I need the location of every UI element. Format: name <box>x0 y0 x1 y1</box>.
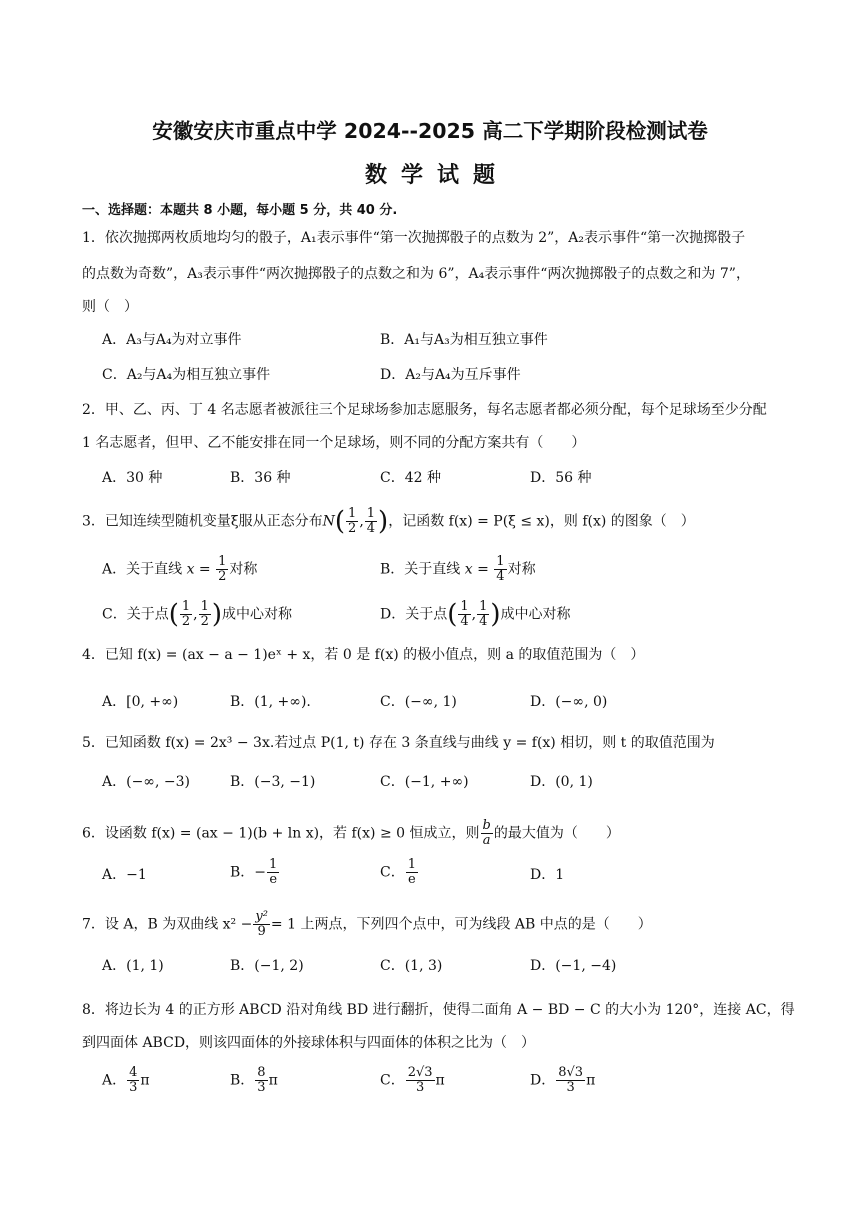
q8-option-c: C． $\frac{2√3}{3}$ π <box>380 1065 445 1095</box>
q8-line-1: 8．将边长为 4 的正方形 ABCD 沿对角线 BD 进行翻折，使得二面角 A − BD − C 的大小为 120°，连接 AC，得 <box>82 1002 795 1018</box>
q7-stem: 7．设 A，B 为双曲线 x² − $\frac{\text{y²}}{9}$ = 1 上两点，下列四个点中，可为线段 AB 中点的是（ ） <box>82 909 652 939</box>
q7-option-b: B．(−1, 2) <box>230 958 304 974</box>
q6-option-c: C． $\frac{1}{e}$ <box>380 857 416 887</box>
q3-option-a: A．关于直线 x = $\frac{1}{2}$ 对称 <box>102 554 258 584</box>
q1-line-3: 则（ ） <box>82 299 138 315</box>
q7-option-d: D．(−1, −4) <box>530 958 617 974</box>
q3-stem-pre: 3．已知连续型随机变量ξ服从正态分布 <box>82 513 323 530</box>
q4-option-a: A．[0, +∞) <box>102 694 179 710</box>
q1-line-1: 1．依次抛掷两枚质地均匀的骰子，A₁表示事件“第一次抛掷骰子的点数为 2”，A₂表示事件“第一次抛掷骰子 <box>82 230 746 246</box>
q3-stem-post: ，记函数 f(x) = P(ξ ≤ x)，则 f(x) 的图象（ ） <box>388 513 695 530</box>
q6-option-a: A．−1 <box>102 867 147 883</box>
q2-line-1: 2．甲、乙、丙、丁 4 名志愿者被派往三个足球场参加志愿服务，每名志愿者都必须分配，每个足球场至少分配 <box>82 402 767 418</box>
q2-line-2: 1 名志愿者，但甲、乙不能安排在同一个足球场，则不同的分配方案共有（ ） <box>82 435 586 451</box>
q8-option-d: D． $\frac{8√3}{3}$ π <box>530 1065 596 1095</box>
q5-option-a: A．(−∞, −3) <box>102 774 190 790</box>
q7-frac-y2-over-9: $\frac{\text{y²}}{9}$ <box>255 909 268 939</box>
q4-stem: 4．已知 f(x) = (ax − a − 1)eˣ + x，若 0 是 f(x) 的极小值点，则 a 的取值范围为（ ） <box>82 647 645 663</box>
q3-option-c: C．关于点( $\frac{1}{2}$ , $\frac{1}{2}$ )成中心对称 <box>102 599 293 630</box>
q1-option-c: C．A₂与A₄为相互独立事件 <box>102 367 271 383</box>
q8-option-b: B． $\frac{8}{3}$ π <box>230 1065 278 1095</box>
q8-line-2: 到四面体 ABCD，则该四面体的外接球体积与四面体的体积之比为（ ） <box>82 1035 536 1051</box>
q5-option-b: B．(−3, −1) <box>230 774 316 790</box>
q1-option-b: B．A₁与A₃为相互独立事件 <box>380 332 548 348</box>
q6-stem: 6．设函数 f(x) = (ax − 1)(b + ln x)，若 f(x) ≥ 0 恒成立，则 $\frac{b}{a}$ 的最大值为（ ） <box>82 818 620 848</box>
exam-title: 安徽安庆市重点中学 2024--2025 高二下学期阶段检测试卷 <box>152 119 708 143</box>
q6-frac-b-over-a: $\frac{b}{a}$ <box>482 818 491 848</box>
q3-stem: 3．已知连续型随机变量ξ服从正态分布N( $\frac{1}{2}$ , $\frac{1}{4}$ )，记函数 f(x) = P(ξ ≤ x)，则 f(x) 的图象（ ） <box>82 506 695 537</box>
q3-option-d: D．关于点( $\frac{1}{4}$ , $\frac{1}{4}$ )成中心对称 <box>380 599 571 630</box>
q7-option-a: A．(1, 1) <box>102 958 164 974</box>
q2-option-a: A．30 种 <box>102 470 163 486</box>
q3-frac-var: $\frac{1}{4}$ <box>366 506 376 536</box>
q5-option-c: C．(−1, +∞) <box>380 774 469 790</box>
q2-option-d: D．56 种 <box>530 470 592 486</box>
q1-line-2: 的点数为奇数”，A₃表示事件“两次抛掷骰子的点数之和为 6”，A₄表示事件“两次抛掷骰子的点数之和为 7”， <box>82 266 750 282</box>
q8-option-a: A． $\frac{4}{3}$ π <box>102 1065 150 1095</box>
q4-option-d: D．(−∞, 0) <box>530 694 608 710</box>
exam-subtitle: 数学试题 <box>364 162 509 188</box>
q5-stem: 5．已知函数 f(x) = 2x³ − 3x.若过点 P(1, t) 存在 3 条直线与曲线 y = f(x) 相切，则 t 的取值范围为 <box>82 735 715 751</box>
q2-option-c: C．42 种 <box>380 470 441 486</box>
q7-option-c: C．(1, 3) <box>380 958 443 974</box>
section-heading: 一、选择题：本题共 8 小题，每小题 5 分，共 40 分. <box>82 203 398 218</box>
q1-option-a: A．A₃与A₄为对立事件 <box>102 332 242 348</box>
q1-option-d: D．A₂与A₄为互斥事件 <box>380 367 521 383</box>
q6-option-d: D．1 <box>530 867 565 883</box>
q2-option-b: B．36 种 <box>230 470 291 486</box>
q4-option-b: B．(1, +∞). <box>230 694 311 710</box>
q6-option-b: B．− $\frac{1}{e}$ <box>230 857 278 887</box>
q3-frac-mean: $\frac{1}{2}$ <box>348 506 357 536</box>
q5-option-d: D．(0, 1) <box>530 774 593 790</box>
q4-option-c: C．(−∞, 1) <box>380 694 457 710</box>
q3-option-b: B．关于直线 x = $\frac{1}{4}$ 对称 <box>380 554 536 584</box>
